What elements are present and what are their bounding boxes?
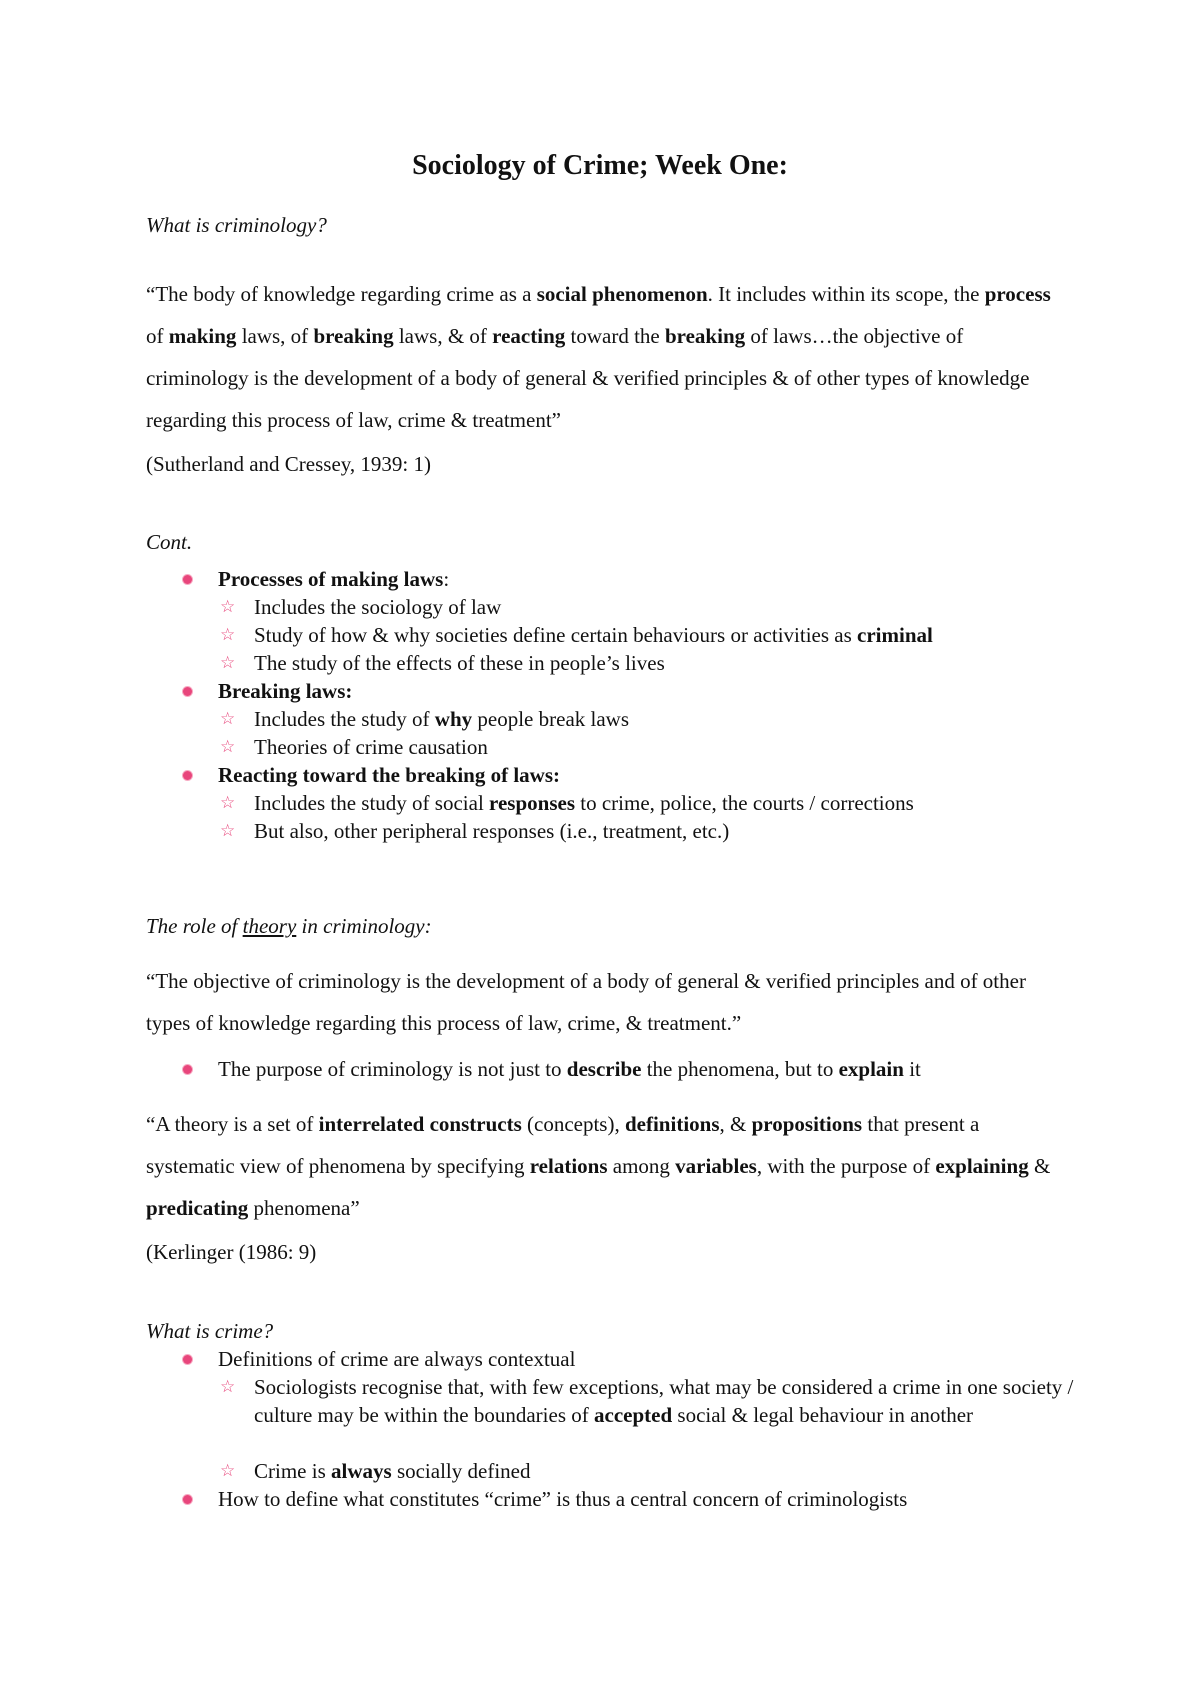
text-run: Theories of crime causation: [254, 735, 488, 759]
text-run: How to define what constitutes “crime” is thus a central concern of criminologists: [218, 1487, 908, 1511]
text-run: people break laws: [472, 707, 630, 731]
bold-term: relations: [529, 1154, 608, 1178]
bold-term: making: [168, 324, 237, 348]
bold-term: always: [331, 1459, 392, 1483]
bold-term: social phenomenon: [536, 282, 708, 306]
purpose-bullet: [218, 1055, 921, 1083]
text-run: of: [146, 324, 169, 348]
text-run: The study of the effects of these in people’s lives: [254, 651, 665, 675]
bold-term: Breaking laws:: [218, 679, 353, 703]
bold-term: predicating: [146, 1196, 249, 1220]
citation-kerlinger: (Kerlinger (1986: 9): [146, 1240, 317, 1264]
bold-term: Processes of making laws: [218, 567, 444, 591]
bullet-dot: [183, 1065, 192, 1074]
star-bullet-icon: ☆: [220, 821, 236, 841]
objective-quote: “The objective of criminology is the development of a body of general & verified principles and of other types of knowledge regarding this process of law, crime, & treatment.”: [146, 969, 1026, 1035]
text-run: the phenomena, but to: [641, 1057, 839, 1081]
list-item: [218, 761, 560, 789]
text-run: Definitions of crime are always contextual: [218, 1347, 576, 1371]
bold-term: interrelated constructs: [318, 1112, 522, 1136]
text-run: socially defined: [391, 1459, 531, 1483]
text-run: laws, of: [236, 324, 314, 348]
text-run: But also, other peripheral responses (i.e., treatment, etc.): [254, 819, 730, 843]
sub-list-item: [254, 733, 488, 761]
text-run: to crime, police, the courts / corrections: [575, 791, 914, 815]
text-run: “The body of knowledge regarding crime as a: [146, 282, 537, 306]
text-run: Sociologists recognise that, with few exceptions, what may be considered a crime in one society / culture may be within the boundaries of: [254, 1375, 1074, 1427]
bold-term: definitions: [624, 1112, 720, 1136]
sub-list-item: [254, 1373, 1074, 1429]
bullet-dot: [183, 575, 192, 584]
star-bullet-icon: ☆: [220, 709, 236, 729]
sub-list-item: [254, 705, 629, 733]
text-run: it: [903, 1057, 921, 1081]
text-run: toward the: [565, 324, 665, 348]
criminology-definition-quote: [146, 273, 1066, 441]
bold-term: process: [984, 282, 1051, 306]
bold-term: breaking: [313, 324, 394, 348]
list-item: [218, 1485, 907, 1513]
bold-term: describe: [566, 1057, 642, 1081]
sub-list-item: [254, 649, 665, 677]
sub-list-item: [254, 621, 933, 649]
text-run: , &: [719, 1112, 752, 1136]
theory-definition-quote: [146, 1103, 1066, 1229]
star-bullet-icon: ☆: [220, 653, 236, 673]
bullet-dot: [183, 687, 192, 696]
list-item: [218, 677, 352, 705]
star-bullet-icon: ☆: [220, 625, 236, 645]
bold-term: Reacting toward the breaking of laws:: [218, 763, 561, 787]
text-run: Includes the study of: [254, 707, 435, 731]
text-run: Crime is: [254, 1459, 331, 1483]
bold-term: why: [434, 707, 473, 731]
heading-what-is-crime: What is crime?: [146, 1319, 274, 1343]
theory-underlined: theory: [242, 914, 297, 938]
star-bullet-icon: ☆: [220, 793, 236, 813]
text-run: laws, & of: [393, 324, 493, 348]
citation-sutherland: (Sutherland and Cressey, 1939: 1): [146, 452, 431, 476]
bold-term: reacting: [492, 324, 566, 348]
sub-list-item: [254, 789, 914, 817]
list-item: [218, 565, 449, 593]
text-run: Includes the study of social: [254, 791, 490, 815]
sub-list-item: [254, 1457, 530, 1485]
bullet-dot: [183, 771, 192, 780]
star-bullet-icon: ☆: [220, 597, 236, 617]
bullet-dot: [183, 1495, 192, 1504]
text-run: (concepts),: [521, 1112, 625, 1136]
heading-role-of-theory: The role of theory in criminology:: [146, 914, 432, 938]
text-run: &: [1028, 1154, 1051, 1178]
list-item: [218, 1345, 575, 1373]
text-run: “A theory is a set of: [146, 1112, 319, 1136]
text-run: phenomena”: [248, 1196, 360, 1220]
heading-cont: Cont.: [146, 530, 193, 554]
sub-list-item: [254, 593, 501, 621]
text-run: of laws…the objective of criminology is the development of a body of general & verified principles & of other types of knowledge regarding this process of law, crime & treatment”: [146, 324, 1030, 432]
sub-list-item: [254, 817, 729, 845]
bold-term: accepted: [594, 1403, 673, 1427]
bold-term: explaining: [935, 1154, 1029, 1178]
heading-what-is-criminology: What is criminology?: [146, 213, 327, 237]
text-run: Includes the sociology of law: [254, 595, 502, 619]
bold-term: breaking: [664, 324, 746, 348]
text-run: Study of how & why societies define certain behaviours or activities as: [254, 623, 858, 647]
star-bullet-icon: ☆: [220, 1461, 236, 1481]
bold-term: propositions: [751, 1112, 863, 1136]
bold-term: criminal: [857, 623, 933, 647]
bold-term: responses: [489, 791, 575, 815]
star-bullet-icon: ☆: [220, 1377, 236, 1397]
bullet-dot: [183, 1355, 192, 1364]
text-run: that present a systematic view of phenomena by specifying: [146, 1112, 980, 1178]
star-bullet-icon: ☆: [220, 737, 236, 757]
bold-term: variables: [675, 1154, 757, 1178]
page-title: Sociology of Crime; Week One:: [412, 150, 788, 181]
text-run: :: [443, 567, 450, 591]
text-run: . It includes within its scope, the: [707, 282, 985, 306]
text-run: , with the purpose of: [756, 1154, 936, 1178]
text-run: The purpose of criminology is not just to: [218, 1057, 567, 1081]
bold-term: explain: [838, 1057, 904, 1081]
text-run: among: [607, 1154, 676, 1178]
text-run: social & legal behaviour in another: [672, 1403, 974, 1427]
